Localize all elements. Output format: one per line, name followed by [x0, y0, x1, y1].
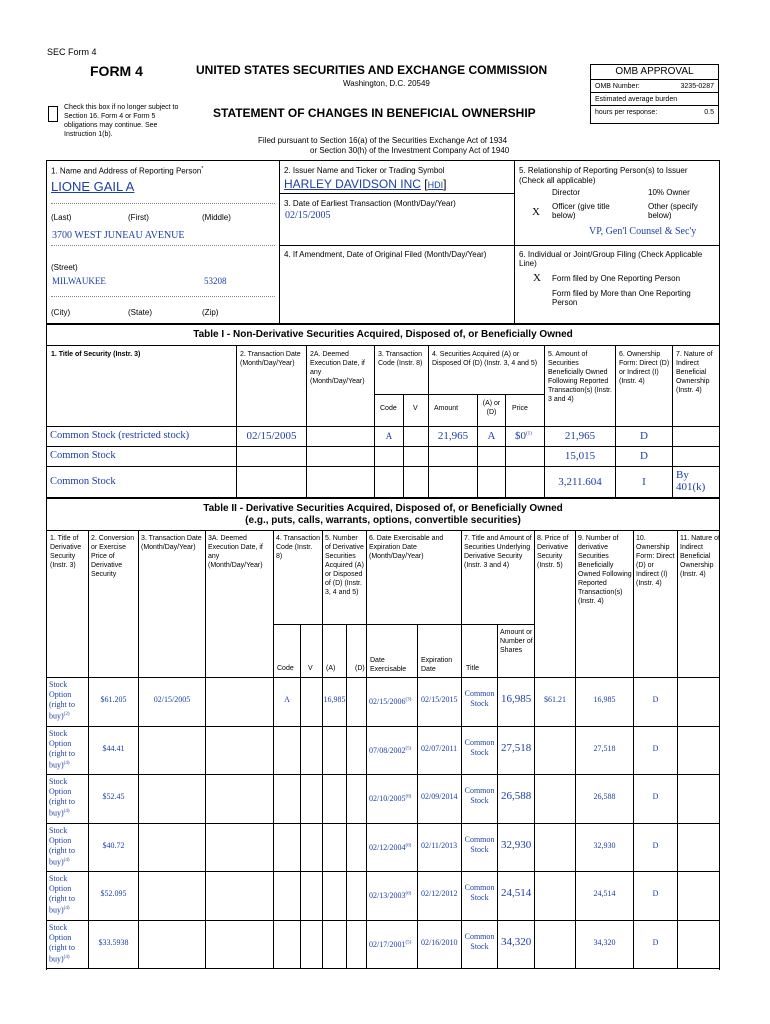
t2-sub-col-line	[322, 624, 323, 677]
t2-exercisable-date: 07/08/2002	[369, 746, 406, 755]
one-person-check[interactable]: X	[533, 272, 541, 284]
t2-exercisable-footnote: (3)	[405, 697, 412, 703]
t2-col-line	[205, 530, 206, 677]
t2-expiration-date: 02/16/2010	[421, 938, 458, 947]
t2-expiration-date: 02/11/2013	[421, 841, 458, 850]
t2-exercisable-cell	[369, 794, 411, 803]
t1-col-line	[428, 466, 429, 498]
t2-code: A	[284, 695, 290, 704]
no-longer-subject-checkbox[interactable]	[48, 106, 58, 122]
sec-form-label: SEC Form 4	[47, 47, 97, 57]
t1-col-line	[306, 426, 307, 446]
t2-option-footnote: (4)	[63, 955, 70, 960]
t1-h6: 6. Ownership Form: Direct (D) or Indirect (I) (Instr. 4)	[619, 351, 670, 385]
t2-sub-col-line	[346, 624, 347, 677]
t2-col-line	[366, 530, 367, 677]
t2-col-line	[366, 920, 367, 969]
t2-header-h8: 8. Price of Derivative Security (Instr. 5)	[537, 535, 569, 569]
middle-label: (Middle)	[202, 213, 231, 222]
table-2-title: Table II - Derivative Securities Acquired, Disposed of, or Beneficially Owned	[203, 503, 563, 514]
t2-col-line	[497, 920, 498, 969]
city-label: (City)	[51, 308, 71, 317]
t1-owned: 21,965	[564, 430, 596, 442]
t2-option-footnote: (4)	[63, 761, 70, 766]
t2-header-h4: 4. Transaction Code (Instr. 8)	[276, 535, 320, 560]
t1-col-line	[505, 446, 506, 466]
t2-col-line	[497, 871, 498, 920]
t1-price: Price	[512, 405, 528, 412]
t2-col-line	[300, 774, 301, 823]
t2-exercisable-date: 02/13/2003	[369, 891, 406, 900]
t2-col-line	[300, 677, 301, 726]
t2-col-line	[346, 774, 347, 823]
box1-label-text: 1. Name and Address of Reporting Person	[51, 166, 202, 176]
ten-percent-label: 10% Owner	[648, 188, 690, 197]
reporting-person-name[interactable]: LIONE GAIL A	[51, 179, 135, 194]
t1-col-line	[477, 446, 478, 466]
t2-col-line	[138, 920, 139, 969]
t2-underlying-shares: 24,514	[501, 887, 532, 899]
t1-h4: 4. Securities Acquired (A) or Disposed Of (D) (Instr. 3, 4 and 5)	[432, 351, 538, 367]
filed-pursuant-1: Filed pursuant to Section 16(a) of the Securities Exchange Act of 1934	[258, 136, 508, 145]
t2-col-line	[346, 677, 347, 726]
t2-option-title-text: Stock Option (right to buy)	[49, 874, 75, 915]
box4-label: 4. If Amendment, Date of Original Filed (Month/Day/Year)	[284, 250, 487, 259]
t2-exercisable-cell	[369, 940, 411, 949]
t2-col-line	[138, 871, 139, 920]
issuer-line	[284, 177, 446, 191]
omb-approval-box	[590, 64, 719, 124]
t2-ownership-form: D	[652, 889, 659, 898]
t2-underlying-title: Common Stock	[464, 689, 495, 708]
t2-exercisable-date: 02/15/2006	[369, 697, 406, 706]
t2-owned: 24,514	[593, 889, 616, 898]
t2-exercisable-footnote: (5)	[405, 746, 412, 752]
officer-title: VP, Gen'l Counsel & Sec'y	[589, 226, 697, 237]
t2-col-line	[273, 823, 274, 872]
t2-col-line	[497, 774, 498, 823]
t1-col-line	[236, 466, 237, 498]
t2-option-title-text: Stock Option (right to buy)	[49, 826, 75, 867]
t1-col-line	[505, 426, 506, 446]
t1-nature: By 401(k)	[676, 469, 706, 493]
t1-col-line	[672, 446, 673, 466]
t2-col-line	[677, 726, 678, 775]
t2-col-line	[205, 920, 206, 969]
t2-col-line	[205, 871, 206, 920]
t2-exercisable-cell	[369, 891, 411, 900]
t1-amount: Amount	[434, 405, 459, 412]
first-label: (First)	[128, 213, 149, 222]
t1-col-line	[428, 446, 429, 466]
t2-option-footnote: (4)	[63, 906, 70, 911]
t1-h2: 2. Transaction Date (Month/Day/Year)	[240, 351, 301, 367]
t1-col-line	[236, 446, 237, 466]
t2-underlying-shares: 32,930	[501, 839, 532, 851]
t2-col-line	[497, 726, 498, 775]
t2-option-title	[49, 874, 87, 916]
t2-exercisable: Date Exercisable	[370, 657, 407, 673]
t2-col-line	[497, 677, 498, 726]
t2-expiration-date: 02/12/2012	[421, 889, 458, 898]
ticker-bracket-open: [	[424, 177, 428, 191]
t2-header-h7: 7. Title and Amount of Securities Underlying Derivative Security (Instr. 3 and 4)	[464, 535, 532, 569]
t2-header-h11: 11. Nature of Indirect Beneficial Ownership (Instr. 4)	[680, 535, 720, 578]
t2-col-line	[534, 871, 535, 920]
t2-col-line	[534, 823, 535, 872]
t1-v: V	[413, 405, 418, 412]
t1-col-line	[403, 446, 404, 466]
t1-col-line	[672, 426, 673, 446]
t2-row-line	[46, 871, 720, 872]
director-label: Director	[552, 188, 581, 197]
t1-price-cell	[515, 430, 532, 442]
t2-owned: 26,588	[593, 792, 616, 801]
t2-row-line	[46, 774, 720, 775]
t2-col-line	[534, 774, 535, 823]
t2-underlying-title: Common Stock	[464, 932, 495, 951]
t2-conversion-price: $33.5938	[98, 938, 129, 947]
box6-label: 6. Individual or Joint/Group Filing (Check Applicable Line)	[519, 250, 703, 268]
ticker-symbol[interactable]: HDI	[427, 180, 444, 190]
statement-title: STATEMENT OF CHANGES IN BENEFICIAL OWNERSHIP	[213, 106, 536, 120]
t2-col-line	[677, 871, 678, 920]
table-2-subtitle: (e.g., puts, calls, warrants, options, convertible securities)	[245, 515, 521, 526]
earliest-transaction-date: 02/15/2005	[285, 210, 331, 221]
t2-option-title-text: Stock Option (right to buy)	[49, 729, 75, 770]
t2-code: Code	[277, 665, 294, 672]
t2-col-line	[346, 871, 347, 920]
t2-option-title-text: Stock Option (right to buy)	[49, 777, 75, 818]
t2-col-line	[534, 920, 535, 969]
t1-col-line	[306, 446, 307, 466]
t1-security-title: Common Stock (restricted stock)	[50, 430, 190, 441]
omb-hours-label: hours per response:	[595, 109, 658, 116]
t2-option-footnote: (4)	[63, 858, 70, 863]
t2-d: (D)	[355, 665, 365, 672]
t2-col-line	[417, 920, 418, 969]
box1-label	[51, 166, 203, 176]
t2-header-h3: 3. Transaction Date (Month/Day/Year)	[141, 535, 202, 551]
t2-col-line	[417, 774, 418, 823]
t2-col-line	[366, 774, 367, 823]
t1-h1: 1. Title of Security (Instr. 3)	[51, 351, 141, 358]
t2-exercisable-footnote: (6)	[405, 891, 412, 897]
zip-value: 53208	[204, 276, 227, 286]
t2-option-title	[49, 777, 87, 819]
t2-owned: 27,518	[593, 744, 616, 753]
t1-h7: 7. Nature of Indirect Beneficial Ownership (Instr. 4)	[676, 351, 713, 394]
commission-title: UNITED STATES SECURITIES AND EXCHANGE COMMISSION	[196, 63, 548, 77]
form-title: FORM 4	[90, 63, 143, 79]
t2-col-line	[322, 871, 323, 920]
t1-code: A	[385, 431, 393, 441]
t2-col-line	[138, 774, 139, 823]
t1-security-title: Common Stock	[50, 476, 116, 487]
t2-col-line	[677, 920, 678, 969]
omb-number-label: OMB Number:	[595, 83, 640, 90]
t2-col-line	[322, 823, 323, 872]
commission-location: Washington, D.C. 20549	[343, 79, 430, 88]
t2-col-line	[534, 530, 535, 677]
t1-price: $0	[515, 430, 526, 442]
t2-owned: 16,985	[593, 695, 616, 704]
t1-col-line	[403, 466, 404, 498]
t2-title-col: Title	[466, 665, 479, 672]
t1-amount: 21,965	[437, 430, 469, 442]
t1-col-line	[374, 466, 375, 498]
t2-underlying-shares: 16,985	[501, 693, 532, 705]
street-label: (Street)	[51, 263, 78, 272]
t2-header-h5: 5. Number of Derivative Securities Acquired (A) or Disposed of (D) (Instr. 3, 4 and 5)	[325, 535, 364, 596]
t2-transaction-date: 02/15/2005	[153, 695, 191, 704]
t2-header-h10: 10. Ownership Form: Direct (D) or Indirect (I) (Instr. 4)	[636, 535, 675, 587]
t2-exercisable-date: 02/17/2001	[369, 940, 406, 949]
t1-h2a: 2A. Deemed Execution Date, if any (Month/Day/Year)	[310, 351, 365, 385]
t2-expiration-date: 02/15/2015	[421, 695, 458, 704]
t2-option-title-text: Stock Option (right to buy)	[49, 923, 75, 964]
t1-col-line	[477, 466, 478, 498]
t2-col-line	[300, 726, 301, 775]
t2-option-title-text: Stock Option (right to buy)	[49, 680, 75, 721]
t1-ownership-form: I	[642, 476, 646, 488]
state-label: (State)	[128, 308, 153, 317]
t2-col-line	[205, 726, 206, 775]
t2-option-title	[49, 923, 87, 965]
officer-label: Officer (give title below)	[552, 202, 610, 220]
t2-ownership-form: D	[652, 695, 659, 704]
t1-row-line	[46, 446, 720, 447]
t2-col-line	[205, 677, 206, 726]
t2-underlying-title: Common Stock	[464, 786, 495, 805]
t2-owned: 34,320	[593, 938, 616, 947]
t2-acquired: 16,985	[323, 695, 346, 704]
t2-col-line	[417, 677, 418, 726]
t2-header-h9: 9. Number of derivative Securities Beneficially Owned Following Reported Transaction(s) (Instr. 4)	[578, 535, 632, 605]
omb-burden-label: Estimated average burden	[595, 96, 678, 103]
t2-col-line	[677, 774, 678, 823]
t2-underlying-title: Common Stock	[464, 883, 495, 902]
t2-option-title	[49, 826, 87, 868]
t2-col-line	[346, 920, 347, 969]
t2-conversion-price: $44.41	[102, 744, 125, 753]
t2-exercisable-cell	[369, 746, 411, 755]
issuer-name[interactable]: HARLEY DAVIDSON INC	[284, 177, 421, 191]
box1-star: *	[201, 166, 204, 172]
t2-owned: 32,930	[593, 841, 616, 850]
t2-underlying-shares: 26,588	[501, 790, 532, 802]
t2-expiration-date: 02/09/2014	[421, 792, 458, 801]
omb-hours: 0.5	[704, 109, 714, 116]
t2-exercisable-date: 02/10/2005	[369, 794, 406, 803]
t2-col-line	[322, 920, 323, 969]
t2-sub-col-line	[417, 624, 418, 677]
t1-ownership-form: D	[640, 450, 648, 462]
t2-option-footnote: (2)	[63, 712, 70, 717]
t2-col-line	[322, 774, 323, 823]
box3-label: 3. Date of Earliest Transaction (Month/Day/Year)	[284, 199, 456, 208]
t2-header-h3a: 3A. Deemed Execution Date, if any (Month/Day/Year)	[208, 535, 263, 569]
officer-check[interactable]: X	[532, 206, 540, 218]
t2-col-line	[366, 871, 367, 920]
t2-header-h6: 6. Date Exercisable and Expiration Date (Month/Day/Year)	[369, 535, 444, 560]
city-value: MILWAUKEE	[52, 276, 106, 286]
t2-col-line	[461, 530, 462, 677]
t1-col-line	[306, 466, 307, 498]
t2-expiration-date: 02/07/2011	[421, 744, 458, 753]
filed-pursuant-2: or Section 30(h) of the Investment Company Act of 1940	[310, 146, 510, 155]
t2-col-line	[273, 726, 274, 775]
t2-col-line	[366, 677, 367, 726]
t1-row-line	[46, 466, 720, 467]
t2-col-line	[138, 530, 139, 677]
t2-conversion-price: $61.205	[100, 695, 127, 704]
t2-col-line	[366, 726, 367, 775]
t1-security-title: Common Stock	[50, 450, 116, 461]
t2-col-line	[273, 920, 274, 969]
zip-label: (Zip)	[202, 308, 219, 317]
t2-exercisable-cell	[369, 843, 411, 852]
t2-col-line	[322, 726, 323, 775]
t1-h3: 3. Transaction Code (Instr. 8)	[378, 351, 423, 367]
t2-row-line	[46, 823, 720, 824]
omb-number: 3235-0287	[680, 83, 714, 90]
t2-col-line	[633, 530, 634, 677]
t2-col-line	[138, 726, 139, 775]
t2-col-line	[677, 677, 678, 726]
t1-transaction-date: 02/15/2005	[246, 430, 297, 442]
t2-col-line	[273, 530, 274, 677]
t1-h5: 5. Amount of Securities Beneficially Owned Following Reported Transaction(s) (Instr. 3 and 4)	[548, 351, 612, 403]
t1-col-line	[505, 466, 506, 498]
t2-col-line	[300, 871, 301, 920]
t2-underlying-title: Common Stock	[464, 738, 495, 757]
t2-col-line	[88, 530, 89, 677]
t2-exercisable-footnote: (6)	[405, 843, 412, 849]
t1-owned: 15,015	[564, 450, 596, 462]
t2-col-line	[273, 871, 274, 920]
t2-col-line	[366, 823, 367, 872]
t2-subhead-line	[273, 624, 461, 625]
t2-col-line	[273, 774, 274, 823]
t2-exercisable-footnote: (6)	[405, 794, 412, 800]
t1-owned: 3,211.604	[558, 476, 602, 488]
t2-col-line	[677, 530, 678, 677]
t2-ownership-form: D	[652, 744, 659, 753]
t2-col-line	[205, 774, 206, 823]
t2-v: V	[308, 665, 313, 672]
t2-expiration: Expiration Date	[421, 657, 453, 673]
t2-col-line	[677, 823, 678, 872]
t2-underlying-shares: 27,518	[501, 742, 532, 754]
box5-label: 5. Relationship of Reporting Person(s) to Issuer	[519, 166, 688, 175]
t2-sub-col-line	[497, 624, 498, 677]
t2-col-line	[575, 530, 576, 677]
t2-header-h1: 1. Title of Derivative Security (Instr. 3)	[50, 535, 82, 569]
t1-col-line	[672, 466, 673, 498]
t2-row-line	[46, 726, 720, 727]
t2-conversion-price: $52.45	[102, 792, 125, 801]
t2-exercisable-footnote: (5)	[405, 940, 412, 946]
t2-col-line	[534, 726, 535, 775]
t2-ownership-form: D	[652, 938, 659, 947]
t2-conversion-price: $52.095	[100, 889, 127, 898]
t1-aord: A	[487, 430, 496, 442]
t1-col-line	[403, 426, 404, 446]
one-person-label: Form filed by One Reporting Person	[552, 274, 681, 283]
t2-row-line	[46, 968, 720, 969]
box2-label: 2. Issuer Name and Ticker or Trading Symbol	[284, 166, 445, 175]
t2-col-line	[300, 823, 301, 872]
t2-ownership-form: D	[652, 841, 659, 850]
t2-underlying-title: Common Stock	[464, 835, 495, 854]
t2-col-line	[300, 920, 301, 969]
more-person-label: Form filed by More than One Reporting Person	[552, 289, 691, 307]
t2-col-line	[205, 823, 206, 872]
t2-row-line	[46, 920, 720, 921]
other-label: Other (specify below)	[648, 202, 698, 220]
t2-col-line	[138, 823, 139, 872]
street-value: 3700 WEST JUNEAU AVENUE	[52, 230, 185, 241]
t2-a: (A)	[326, 665, 336, 672]
t2-option-title	[49, 729, 87, 771]
t2-col-line	[417, 871, 418, 920]
t2-conversion-price: $40.72	[102, 841, 125, 850]
t2-shares: Amount or Number of Shares	[500, 629, 533, 654]
t2-exercisable-cell	[369, 697, 411, 706]
box5-sub: (Check all applicable)	[519, 176, 596, 185]
t2-underlying-shares: 34,320	[501, 936, 532, 948]
t2-option-footnote: (4)	[63, 809, 70, 814]
t2-header-h2: 2. Conversion or Exercise Price of Derivative Security	[91, 535, 135, 578]
t2-col-line	[417, 726, 418, 775]
checkbox-text: Check this box if no longer subject to Section 16. Form 4 or Form 5 obligations may continue. See Instruction 1(b).	[64, 104, 179, 138]
t2-derivative-price: $61.21	[544, 695, 566, 704]
t2-col-line	[417, 823, 418, 872]
t2-exercisable-date: 02/12/2004	[369, 843, 406, 852]
t2-ownership-form: D	[652, 792, 659, 801]
t1-col-line	[374, 446, 375, 466]
t1-price-footnote: (1)	[526, 431, 532, 437]
t1-ownership-form: D	[640, 430, 648, 442]
t2-col-line	[497, 823, 498, 872]
t1-aord: (A) or (D)	[482, 400, 501, 416]
t2-option-title	[49, 680, 87, 722]
t2-sub-col-line	[300, 624, 301, 677]
t2-col-line	[346, 823, 347, 872]
last-label: (Last)	[51, 213, 72, 222]
omb-title: OMB APPROVAL	[591, 65, 718, 80]
ticker-bracket-close: ]	[443, 177, 447, 191]
t2-col-line	[346, 726, 347, 775]
table-1-title: Table I - Non-Derivative Securities Acquired, Disposed of, or Beneficially Owned	[193, 329, 573, 340]
t1-code: Code	[380, 405, 397, 412]
